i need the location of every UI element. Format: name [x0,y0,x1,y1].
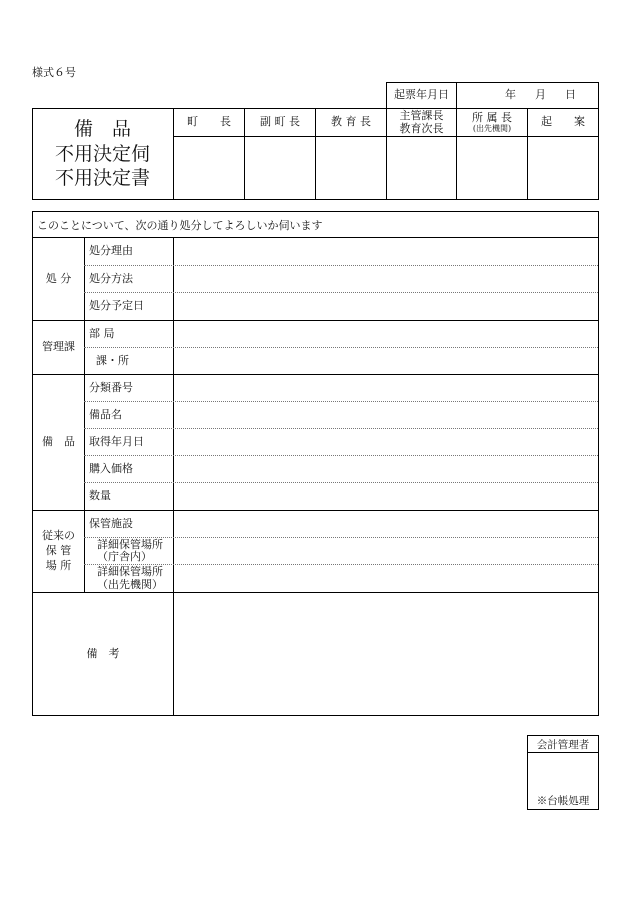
approver-section-chief-line1: 主管課長 [399,108,444,122]
approver-department-head-line2: (出先機関) [472,124,512,134]
row-label-disposal-reason: 処分理由 [89,244,133,258]
row-label-disposal-method: 処分方法 [89,271,133,285]
title-line-3: 不用決定書 [54,167,150,190]
row-label-detailed-storage-branch: 詳細保管場所 （出先機関） [97,565,163,591]
approver-department-head [457,109,527,136]
row-label-bureau: 部 局 [89,326,115,340]
group-label-disposal: 処 分 [45,271,72,285]
row-label-storage-facility: 保管施設 [89,516,133,530]
row-label-purchase-price: 購入価格 [89,461,133,475]
intro-text: このことについて、次の通り処分してよろしいか伺います [33,212,598,238]
stamp-cell-mayor[interactable] [174,137,244,199]
group-label-storage-location: 従来の 保 管 場 所 [42,529,75,572]
field-disposal-reason[interactable] [174,238,598,265]
disposal-details-table [32,211,599,716]
accountant-title: 会計管理者 [528,736,598,753]
row-label-acquisition-date: 取得年月日 [89,434,144,448]
field-item-name[interactable] [174,402,598,428]
accountant-box [527,735,599,810]
remarks-label: 備 考 [86,646,120,660]
field-purchase-price[interactable] [174,456,598,482]
field-disposal-method[interactable] [174,266,598,292]
field-detailed-storage-branch[interactable] [174,565,598,592]
field-acquisition-date[interactable] [174,429,598,455]
row-label-item-name: 備品名 [89,407,122,421]
draft-date-value: 年 月 日 [505,88,580,102]
title-line-1: 備 品 [73,117,131,140]
approver-section-chief-line2: 教育次長 [399,121,444,135]
accountant-stamp-cell[interactable] [528,753,598,793]
row-label-disposal-date: 処分予定日 [89,299,144,313]
approver-mayor: 町 長 [187,115,231,129]
stamp-cell-superintendent[interactable] [316,137,386,199]
title-line-2: 不用決定伺 [54,142,150,165]
form-number: 様式６号 [32,66,76,79]
draft-date-label: 起票年月日 [394,88,449,102]
approver-deputy-mayor: 副 町 長 [260,115,300,129]
stamp-cell-drafter[interactable] [528,137,598,199]
approver-drafter: 起 案 [541,115,585,129]
field-quantity[interactable] [174,483,598,510]
stamp-cell-department-head[interactable] [457,137,527,199]
field-section[interactable] [174,348,598,374]
document-title [32,108,173,200]
approver-section-chief [387,109,456,136]
field-bureau[interactable] [174,321,598,347]
group-label-managing-section: 管理課 [42,340,75,354]
row-label-section: 課・所 [96,353,129,367]
ledger-processing-note: ※台帳処理 [536,795,590,807]
field-remarks[interactable] [174,593,598,715]
field-detailed-storage-office[interactable] [174,538,598,564]
field-disposal-date[interactable] [174,293,598,320]
row-label-detailed-storage-office: 詳細保管場所 （庁舎内） [97,537,163,563]
field-storage-facility[interactable] [174,511,598,537]
stamp-cell-deputy-mayor[interactable] [245,137,315,199]
stamp-cell-section-chief[interactable] [387,137,456,199]
approver-superintendent: 教 育 長 [331,115,371,129]
row-label-classification-number: 分類番号 [89,380,133,394]
field-classification-number[interactable] [174,375,598,401]
group-label-equipment: 備 品 [42,435,75,449]
approver-department-head-line1: 所 属 長 [472,110,512,124]
row-label-quantity: 数量 [89,489,111,503]
